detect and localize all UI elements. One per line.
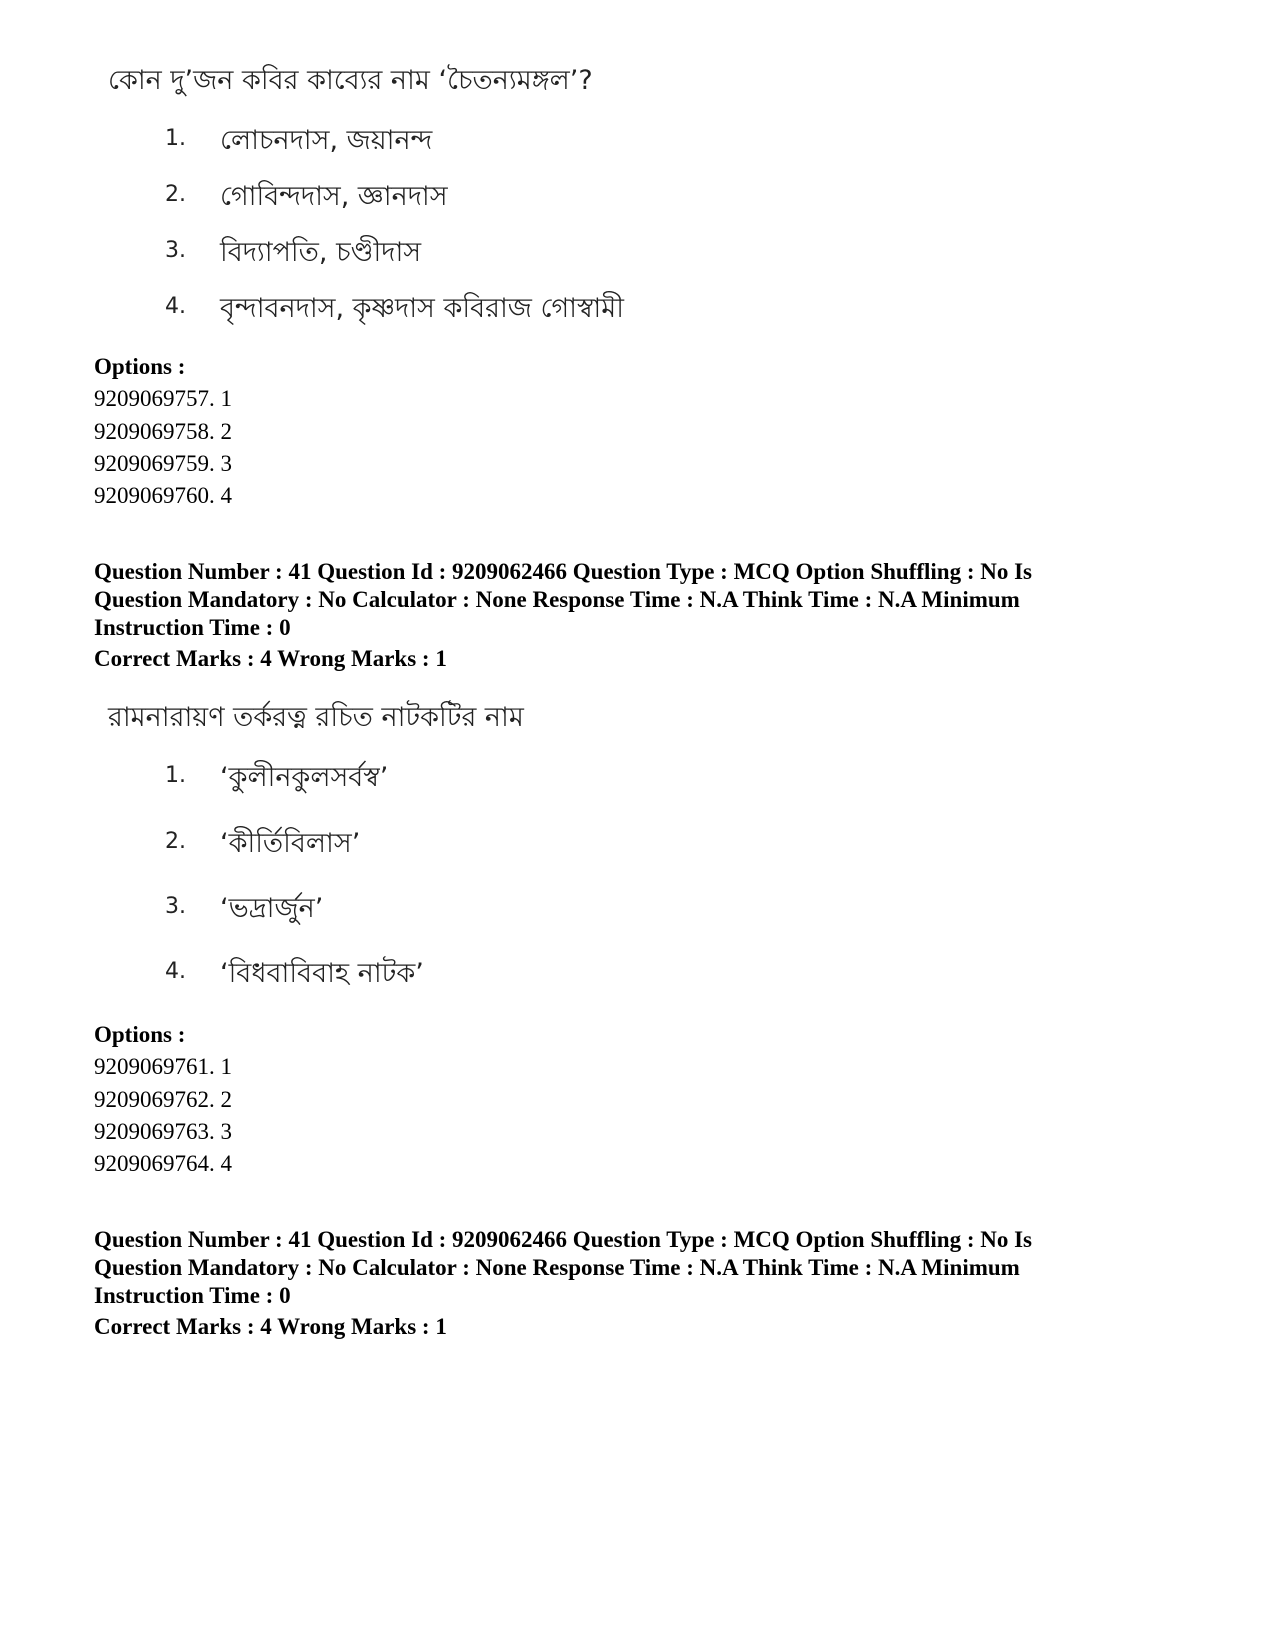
- question-2-choice-number: 1.: [165, 763, 186, 788]
- option-line: 9209069761. 1: [94, 1054, 232, 1079]
- question-1-text: কোন দু’জন কবির কাব্যের নাম ‘চৈতন্যমঙ্গল’?: [108, 65, 593, 96]
- question-meta-line: Question Number : 41 Question Id : 9209062466 Question Type : MCQ Option Shuffling : No Is: [94, 1227, 1033, 1252]
- option-line: 9209069763. 3: [94, 1119, 232, 1144]
- question-meta-line: Question Mandatory : No Calculator : None Response Time : N.A Think Time : N.A Minimum: [94, 587, 1020, 612]
- question-2-choice-number: 3.: [165, 894, 186, 919]
- marks-line: Correct Marks : 4 Wrong Marks : 1: [94, 1314, 447, 1339]
- option-line: 9209069764. 4: [94, 1151, 232, 1176]
- question-meta: [94, 1226, 1174, 1310]
- options-heading: Options :: [94, 1022, 186, 1047]
- question-1-choice-text: লোচনদাস, জয়ানন্দ: [220, 125, 433, 156]
- question-2-choice-number: 2.: [165, 829, 186, 854]
- option-line: 9209069760. 4: [94, 483, 232, 508]
- question-2-choice-text: ‘ভদ্রার্জুন’: [220, 893, 324, 924]
- question-1-choice-text: বৃন্দাবনদাস, কৃষ্ণদাস কবিরাজ গোস্বামী: [220, 293, 624, 324]
- question-1-choice-text: বিদ্যাপতি, চণ্ডীদাস: [220, 237, 422, 268]
- option-line: 9209069758. 2: [94, 419, 232, 444]
- question-1-choice-number: 1.: [165, 126, 186, 151]
- question-1-choice-number: 4.: [165, 294, 186, 319]
- options-heading: Options :: [94, 354, 186, 379]
- question-2-choice-text: ‘কুলীনকুলসর্বস্ব’: [220, 762, 389, 793]
- question-2-choice-number: 4.: [165, 959, 186, 984]
- option-line: 9209069762. 2: [94, 1087, 232, 1112]
- question-2-choice-text: ‘কীর্তিবিলাস’: [220, 828, 361, 859]
- question-1-choice-text: গোবিন্দদাস, জ্ঞানদাস: [220, 181, 448, 212]
- question-2-choice-text: ‘বিধবাবিবাহ নাটক’: [220, 958, 424, 989]
- question-meta-line: Question Mandatory : No Calculator : None Response Time : N.A Think Time : N.A Minimum: [94, 1255, 1020, 1280]
- option-line: 9209069757. 1: [94, 386, 232, 411]
- question-meta: [94, 558, 1174, 642]
- question-meta-line: Question Number : 41 Question Id : 9209062466 Question Type : MCQ Option Shuffling : No Is: [94, 559, 1033, 584]
- option-line: 9209069759. 3: [94, 451, 232, 476]
- question-meta-line: Instruction Time : 0: [94, 615, 291, 640]
- question-meta-line: Instruction Time : 0: [94, 1283, 291, 1308]
- question-2-text: রামনারায়ণ তর্করত্ন রচিত নাটকটির নাম: [108, 702, 524, 733]
- question-1-choice-number: 3.: [165, 238, 186, 263]
- marks-line: Correct Marks : 4 Wrong Marks : 1: [94, 646, 447, 671]
- question-1-choice-number: 2.: [165, 182, 186, 207]
